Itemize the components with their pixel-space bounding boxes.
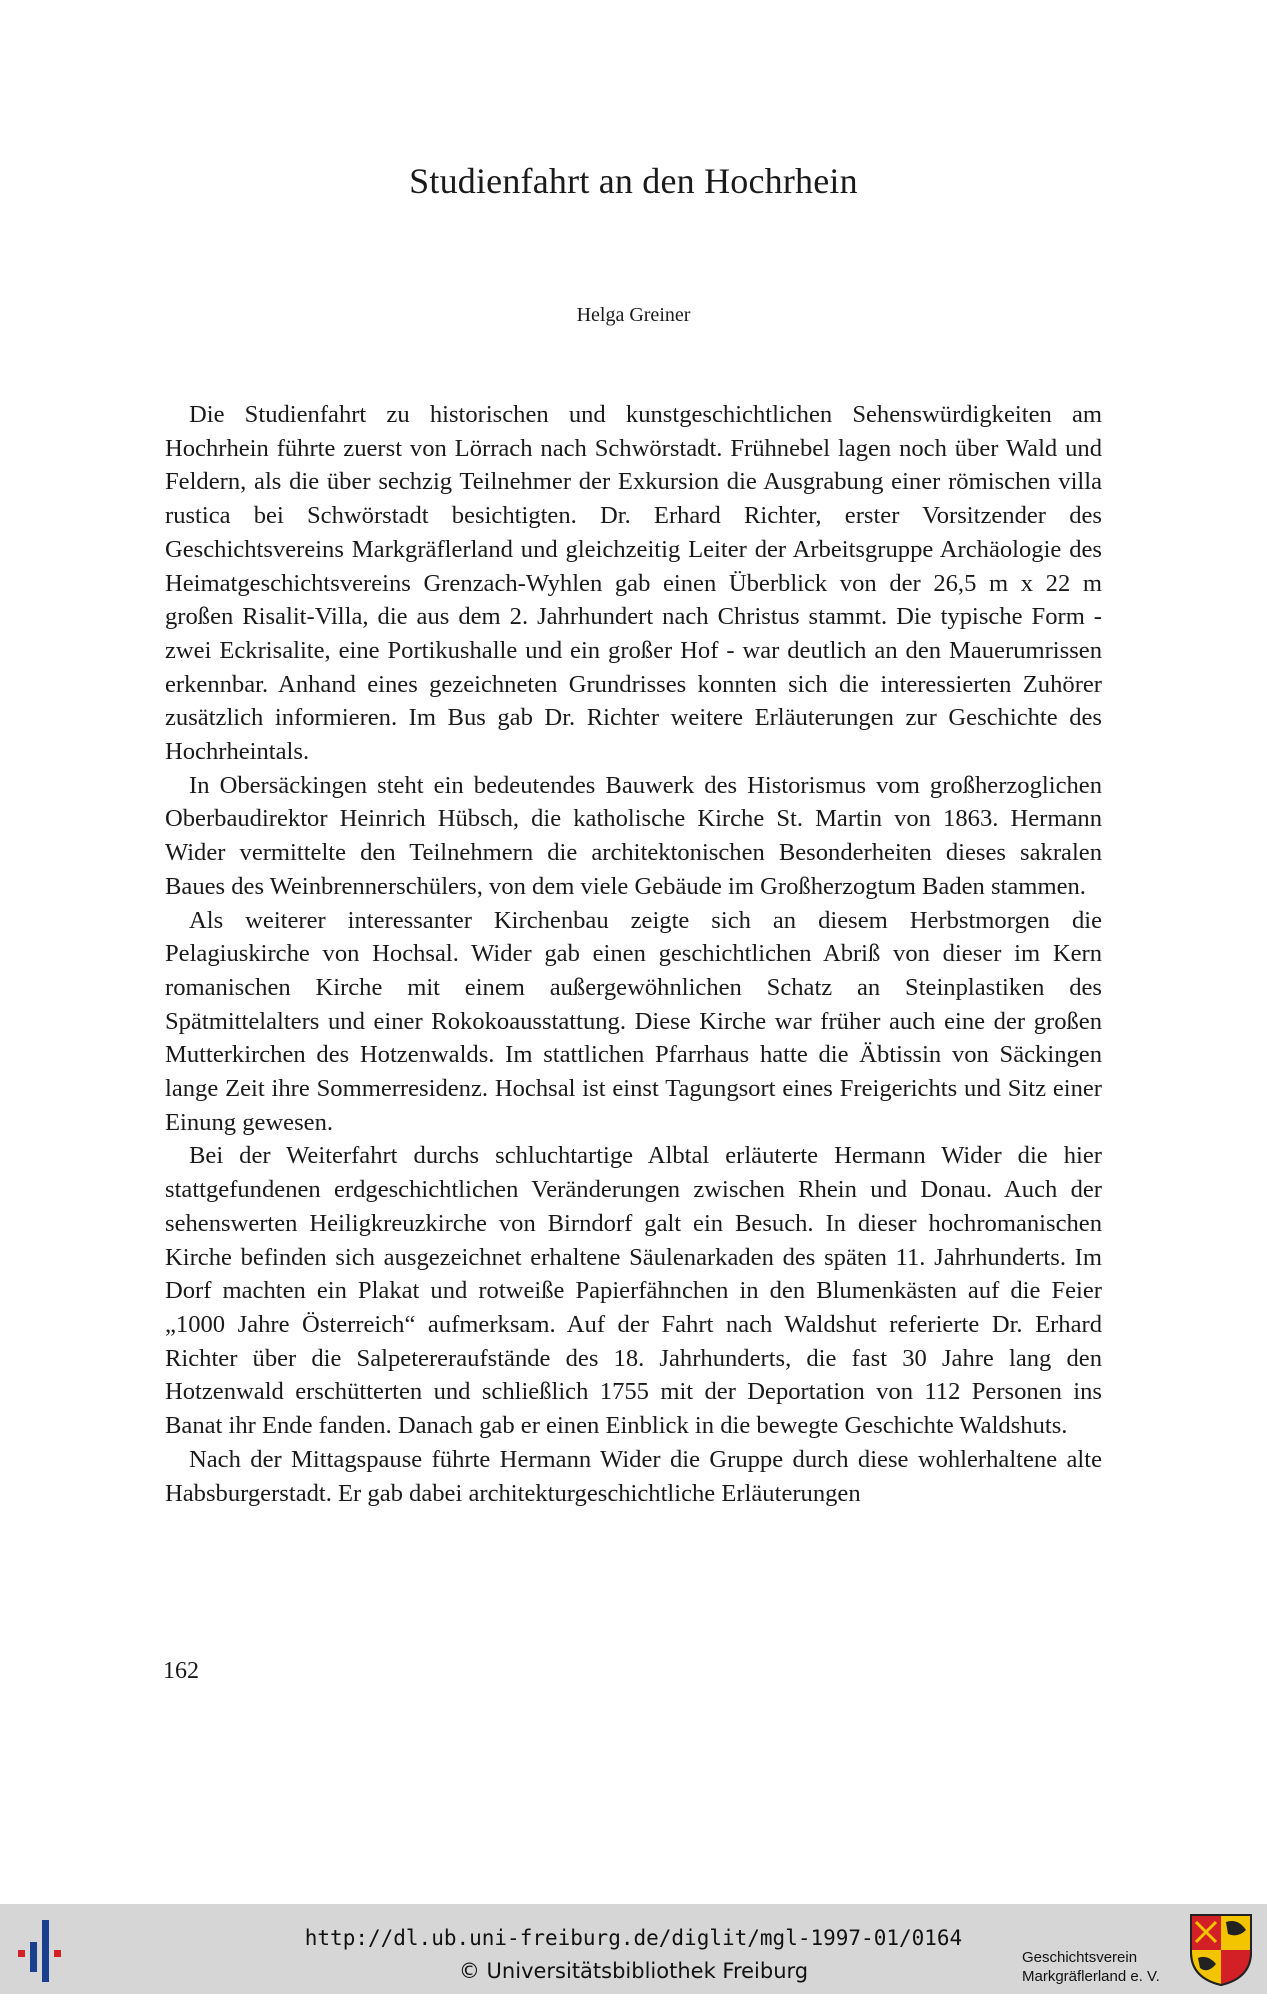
page-title: Studienfahrt an den Hochrhein bbox=[409, 161, 858, 201]
document-link[interactable]: http://dl.ub.uni-freiburg.de/diglit/mgl-1997-01/0164 bbox=[304, 1926, 963, 1950]
paragraph: Bei der Weiterfahrt durchs schluchtartige Albtal erläuterte Hermann Wider die hier stattgefundenen erdgeschichtlichen Veränderungen zwischen Rhein und Donau. Auch der sehenswerten Heiligkreuzkirche von Birndorf galt ein Besuch. In dieser hochromanischen Kirche befinden sich ausgezeichnet erhaltene Säulenarkaden des späten 11. Jahrhunderts. Im Dorf machten ein Plakat und rotweiße Papierfähnchen in den Blumenkästen auf die Feier „1000 Jahre Österreich“ aufmerksam. Auf der Fahrt nach Waldshut referierte Dr. Erhard Richter über die Salpetereraufstände des 18. Jahrhunderts, die fast 30 Jahre lang den Hotzenwald erschütterten und schließlich 1755 mit der Deportation von 112 Personen ins Banat ihr Ende fanden. Danach gab er einen Einblick in die bewegte Geschichte Waldshuts. bbox=[165, 1142, 1102, 1440]
coat-of-arms-icon[interactable] bbox=[1188, 1912, 1254, 1988]
page-number: 162 bbox=[163, 1658, 199, 1684]
paragraph: Die Studienfahrt zu historischen und kunstgeschichtlichen Sehenswürdigkeiten am Hochrhein führte zuerst von Lörrach nach Schwörstadt. Frühnebel lagen noch über Wald und Feldern, als die über sechzig Teilnehmer der Exkursion die Ausgrabung einer römischen villa rustica bei Schwörstadt besichtigten. Dr. Erhard Richter, erster Vorsitzender des Geschichtsvereins Markgräflerland und gleichzeitig Leiter der Arbeitsgruppe Archäologie des Heimatgeschichtsvereins Grenzach-Wyhlen gab einen Überblick von der 26,5 m x 22 m großen Risalit-Villa, die aus dem 2. Jahrhundert nach Christus stammt. Die typische Form - zwei Eckrisalite, eine Portikushalle und ein großer Hof - war deutlich an den Mauerumrissen erkennbar. Anhand eines gezeichneten Grundrisses konnten sich die interessierten Zuhörer zusätzlich informieren. Im Bus gab Dr. Richter weitere Erläuterungen zur Geschichte des Hochrheintals. bbox=[165, 401, 1102, 766]
society-name bbox=[1022, 1948, 1182, 1986]
paragraph: Als weiterer interessanter Kirchenbau zeigte sich an diesem Herbstmorgen die Pelagiuskirche von Hochsal. Wider gab einen geschichtlichen Abriß von dieser im Kern romanischen Kirche mit einem außergewöhnlichen Schatz an Steinplastiken des Spätmittelalters und einer Rokokoausstattung. Diese Kirche war früher auch eine der großen Mutterkirchen des Hotzenwalds. Im stattlichen Pfarrhaus hatte die Äbtissin von Säckingen lange Zeit ihre Sommerresidenz. Hochsal ist einst Tagungsort eines Freigerichts und Sitz einer Einung gewesen. bbox=[165, 906, 1102, 1136]
author-name: Helga Greiner bbox=[576, 304, 691, 326]
society-name-line-2: Markgräflerland e. V. bbox=[1022, 1968, 1160, 1985]
paragraph: In Obersäckingen steht ein bedeutendes Bauwerk des Historismus vom großherzoglichen Oberbaudirektor Heinrich Hübsch, die katholische Kirche St. Martin von 1863. Hermann Wider vermittelte den Teilnehmern die architektonischen Besonderheiten dieses sakralen Baues des Weinbrennerschülers, von dem viele Gebäude im Großherzogtum Baden stammen. bbox=[165, 771, 1102, 900]
copyright-notice: © Universitätsbibliothek Freiburg bbox=[458, 1959, 809, 1983]
article-body bbox=[165, 398, 1102, 1510]
paragraph: Nach der Mittagspause führte Hermann Wider die Gruppe durch diese wohlerhaltene alte Habsburgerstadt. Er gab dabei architekturgeschichtliche Erläuterungen bbox=[165, 1445, 1102, 1507]
footer-bar bbox=[0, 1904, 1267, 1994]
society-name-line-1: Geschichtsverein bbox=[1022, 1949, 1138, 1966]
